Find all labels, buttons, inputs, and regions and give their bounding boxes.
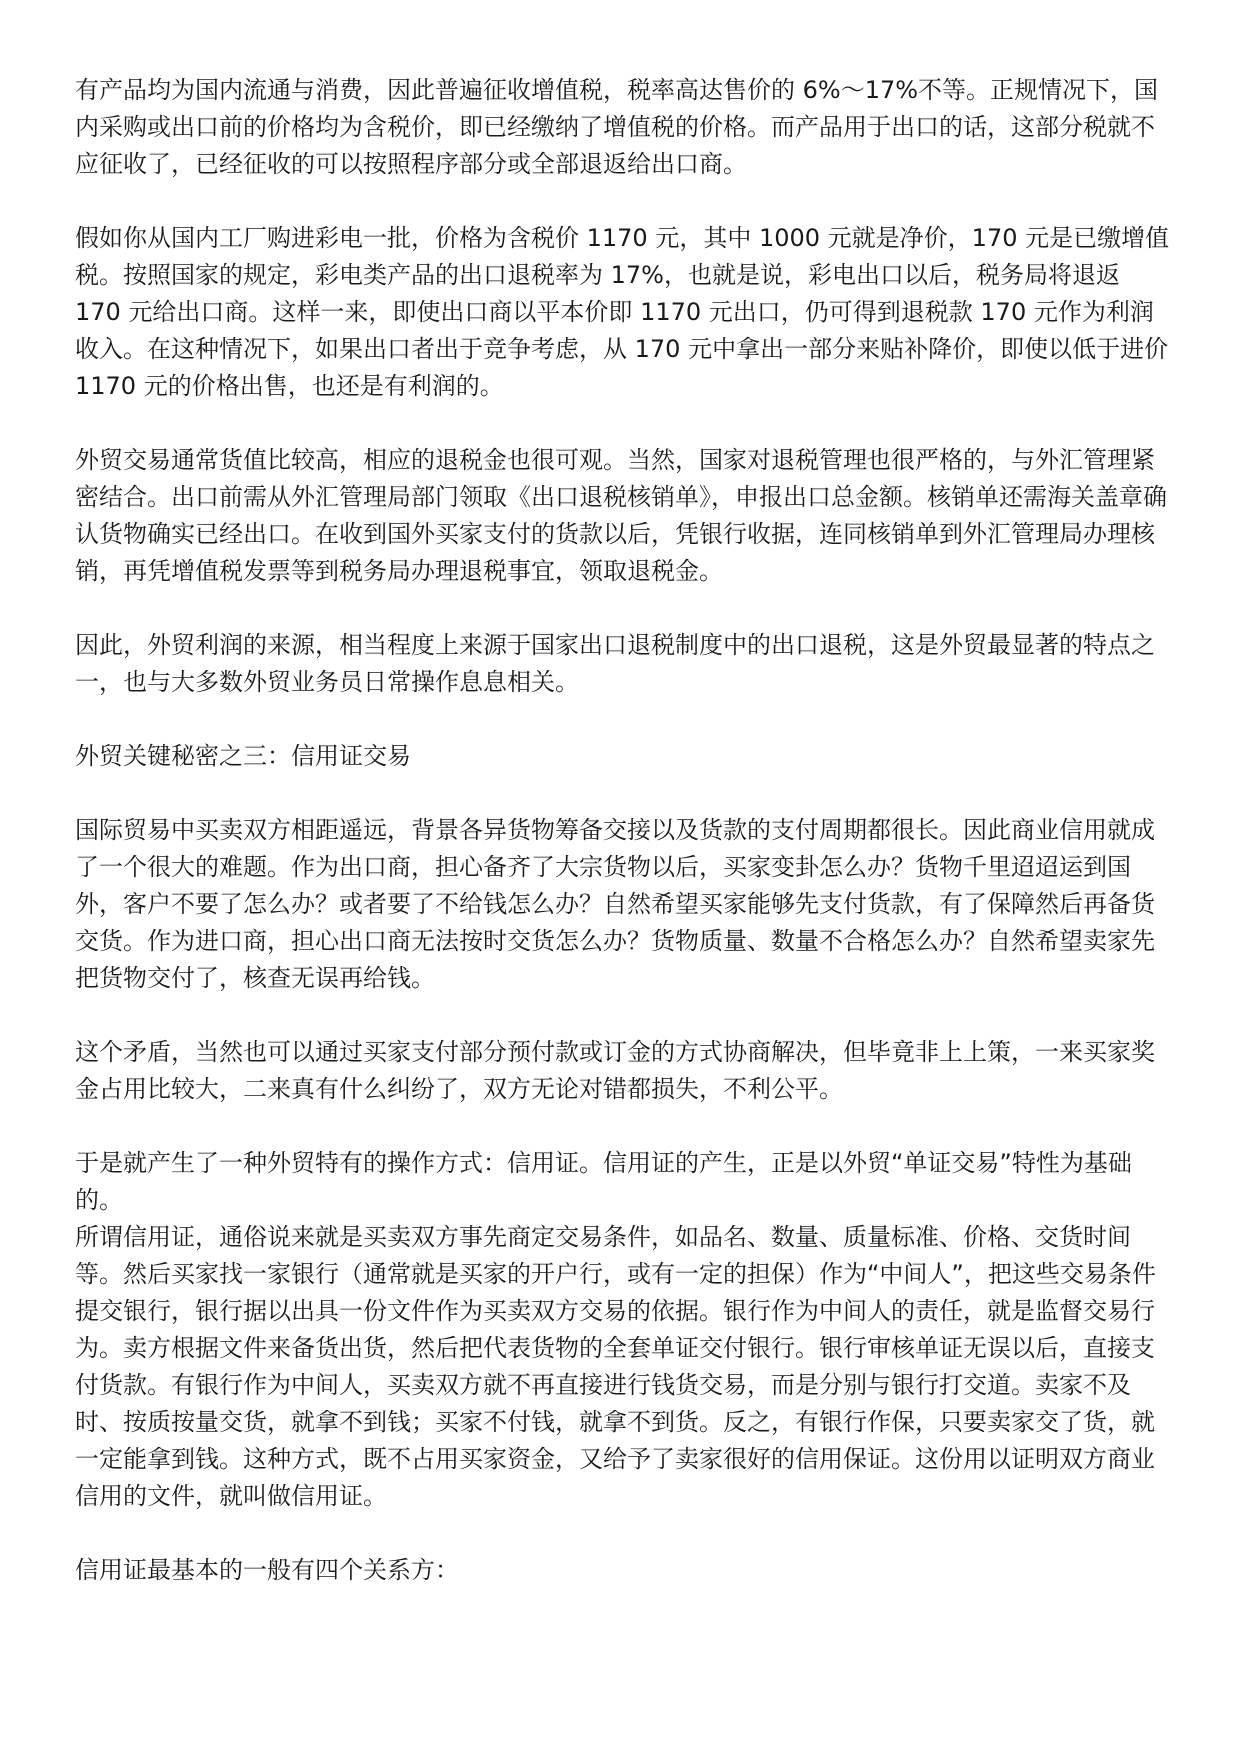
- paragraph-contradiction: 这个矛盾，当然也可以通过买家支付部分预付款或订金的方式协商解决，但毕竟非上上策，一来买家奖金占用比较大，二来真有什么纠纷了，双方无论对错都损失，不利公平。: [75, 1038, 1155, 1103]
- paragraph-tax-refund-management: 外贸交易通常货值比较高，相应的退税金也很可观。当然，国家对退税管理也很严格的，与外汇管理紧密结合。出口前需从外汇管理局部门领取《出口退税核销单》，申报出口总金额。核销单还需海关盖章确认货物确实已经出口。在收到国外买家支付的货款以后，凭银行收据，连同核销单到外汇管理局办理核销，再凭增值税发票等到税务局办理退税事宜，领取退税金。: [75, 446, 1167, 585]
- paragraph-lc-origin: 于是就产生了一种外贸特有的操作方式：信用证。信用证的产生，正是以外贸“单证交易”特性为基础的。: [75, 1149, 1132, 1214]
- paragraph-credit-problem: 国际贸易中买卖双方相距遥远，背景各异货物筹备交接以及货款的支付周期都很长。因此商业信用就成了一个很大的难题。作为出口商，担心备齐了大宗货物以后，买家变卦怎么办？货物千里迢迢运到国外，客户不要了怎么办？或者要了不给钱怎么办？自然希望买家能够先支付货款，有了保障然后再备货交货。作为进口商，担心出口商无法按时交货怎么办？货物质量、数量不合格怎么办？自然希望卖家先把货物交付了，核查无误再给钱。: [75, 816, 1155, 992]
- section-heading-letter-of-credit: 外贸关键秘密之三：信用证交易: [75, 742, 411, 770]
- paragraph-four-parties: 信用证最基本的一般有四个关系方：: [75, 1556, 459, 1584]
- paragraph-tv-example: 假如你从国内工厂购进彩电一批，价格为含税价 1170 元，其中 1000 元就是净价，170 元是已缴增值税。按照国家的规定，彩电类产品的出口退税率为 17%，也就是说，彩电出口以后，税务局将退返 170 元给出口商。这样一来，即使出口商以平本价即 1170 元出口，仍可得到退税款 170 元作为利润收入。在这种情况下，如果出口者出于竞争考虑，从 170 元中拿出一部分来贴补降价，即使以低于进价 1170 元的价格出售，也还是有利润的。: [75, 224, 1170, 400]
- document-body: [75, 72, 1170, 1626]
- paragraph-lc-definition: 所谓信用证，通俗说来就是买卖双方事先商定交易条件，如品名、数量、质量标准、价格、交货时间等。然后买家找一家银行（通常就是买家的开户行，或有一定的担保）作为“中间人”，把这些交易条件提交银行，银行据以出具一份文件作为买卖双方交易的依据。银行作为中间人的责任，就是监督交易行为。卖方根据文件来备货出货，然后把代表货物的全套单证交付银行。银行审核单证无误以后，直接支付货款。有银行作为中间人，买卖双方就不再直接进行钱货交易，而是分别与银行打交道。卖家不及时、按质按量交货，就拿不到钱；买家不付钱，就拿不到货。反之，有银行作保，只要卖家交了货，就一定能拿到钱。这种方式，既不占用买家资金，又给予了卖家很好的信用保证。这份用以证明双方商业信用的文件，就叫做信用证。: [75, 1223, 1156, 1510]
- paragraph-export-tax-intro: 有产品均为国内流通与消费，因此普遍征收增值税，税率高达售价的 6%～17%不等。正规情况下，国内采购或出口前的价格均为含税价，即已经缴纳了增值税的价格。而产品用于出口的话，这部分税就不应征收了，已经征收的可以按照程序部分或全部退返给出口商。: [75, 76, 1159, 178]
- paragraph-profit-source: 因此，外贸利润的来源，相当程度上来源于国家出口退税制度中的出口退税，这是外贸最显著的特点之一，也与大多数外贸业务员日常操作息息相关。: [75, 631, 1155, 696]
